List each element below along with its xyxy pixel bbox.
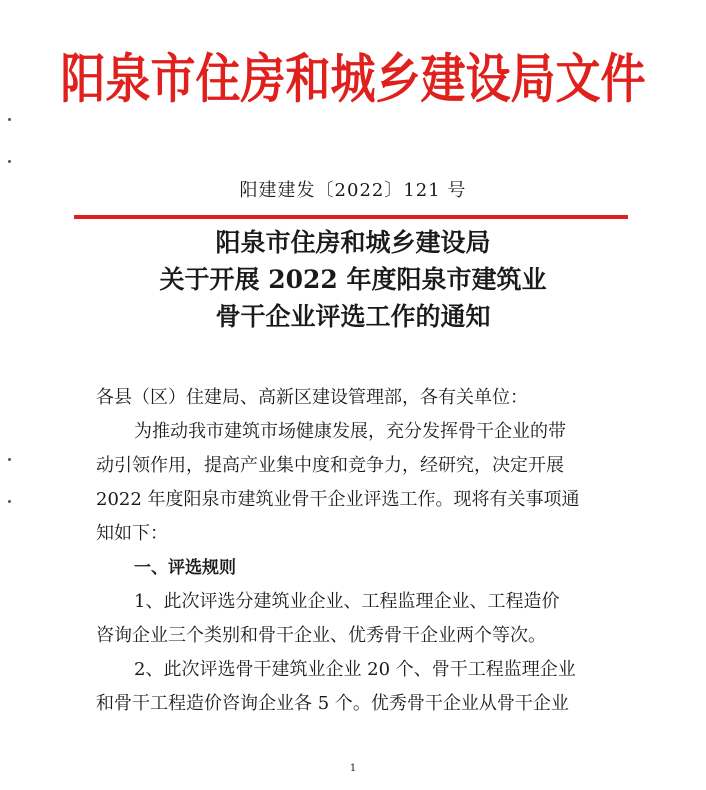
paragraph-line: 动引领作用，提高产业集中度和竞争力，经研究，决定开展 xyxy=(96,455,564,476)
paragraph-line: 2、此次评选骨干建筑业企业 20 个、骨干工程监理企业 xyxy=(134,659,576,680)
paragraph-line: 2022 年度阳泉市建筑业骨干企业评选工作。现将有关事项通 xyxy=(96,489,580,510)
margin-mark xyxy=(8,500,11,503)
paragraph-line: 为推动我市建筑市场健康发展，充分发挥骨干企业的带 xyxy=(134,421,566,442)
paragraph-line: 1、此次评选分建筑业企业、工程监理企业、工程造价 xyxy=(134,591,560,612)
addressee: 各县（区）住建局、高新区建设管理部，各有关单位： xyxy=(96,387,528,408)
title-line: 关于开展 2022 年度阳泉市建筑业 xyxy=(159,265,547,294)
section-heading: 一、评选规则 xyxy=(134,558,236,578)
red-separator-line xyxy=(74,215,628,219)
margin-mark xyxy=(8,458,11,461)
document-header-title: 阳泉市住房和城乡建设局文件 xyxy=(60,47,646,110)
paragraph-line: 和骨干工程造价咨询企业各 5 个。优秀骨干企业从骨干企业 xyxy=(96,693,569,714)
paragraph-line: 咨询企业三个类别和骨干企业、优秀骨干企业两个等次。 xyxy=(96,625,546,646)
document-body xyxy=(96,381,616,721)
margin-mark xyxy=(8,160,11,163)
title-line: 阳泉市住房和城乡建设局 xyxy=(215,228,491,257)
title-line: 骨干企业评选工作的通知 xyxy=(215,302,491,331)
margin-mark xyxy=(8,118,11,121)
page-number: 1 xyxy=(349,763,357,774)
document-number: 阳建建发〔2022〕121 号 xyxy=(239,180,467,201)
document-title xyxy=(0,224,706,335)
paragraph-line: 知如下： xyxy=(96,523,168,544)
